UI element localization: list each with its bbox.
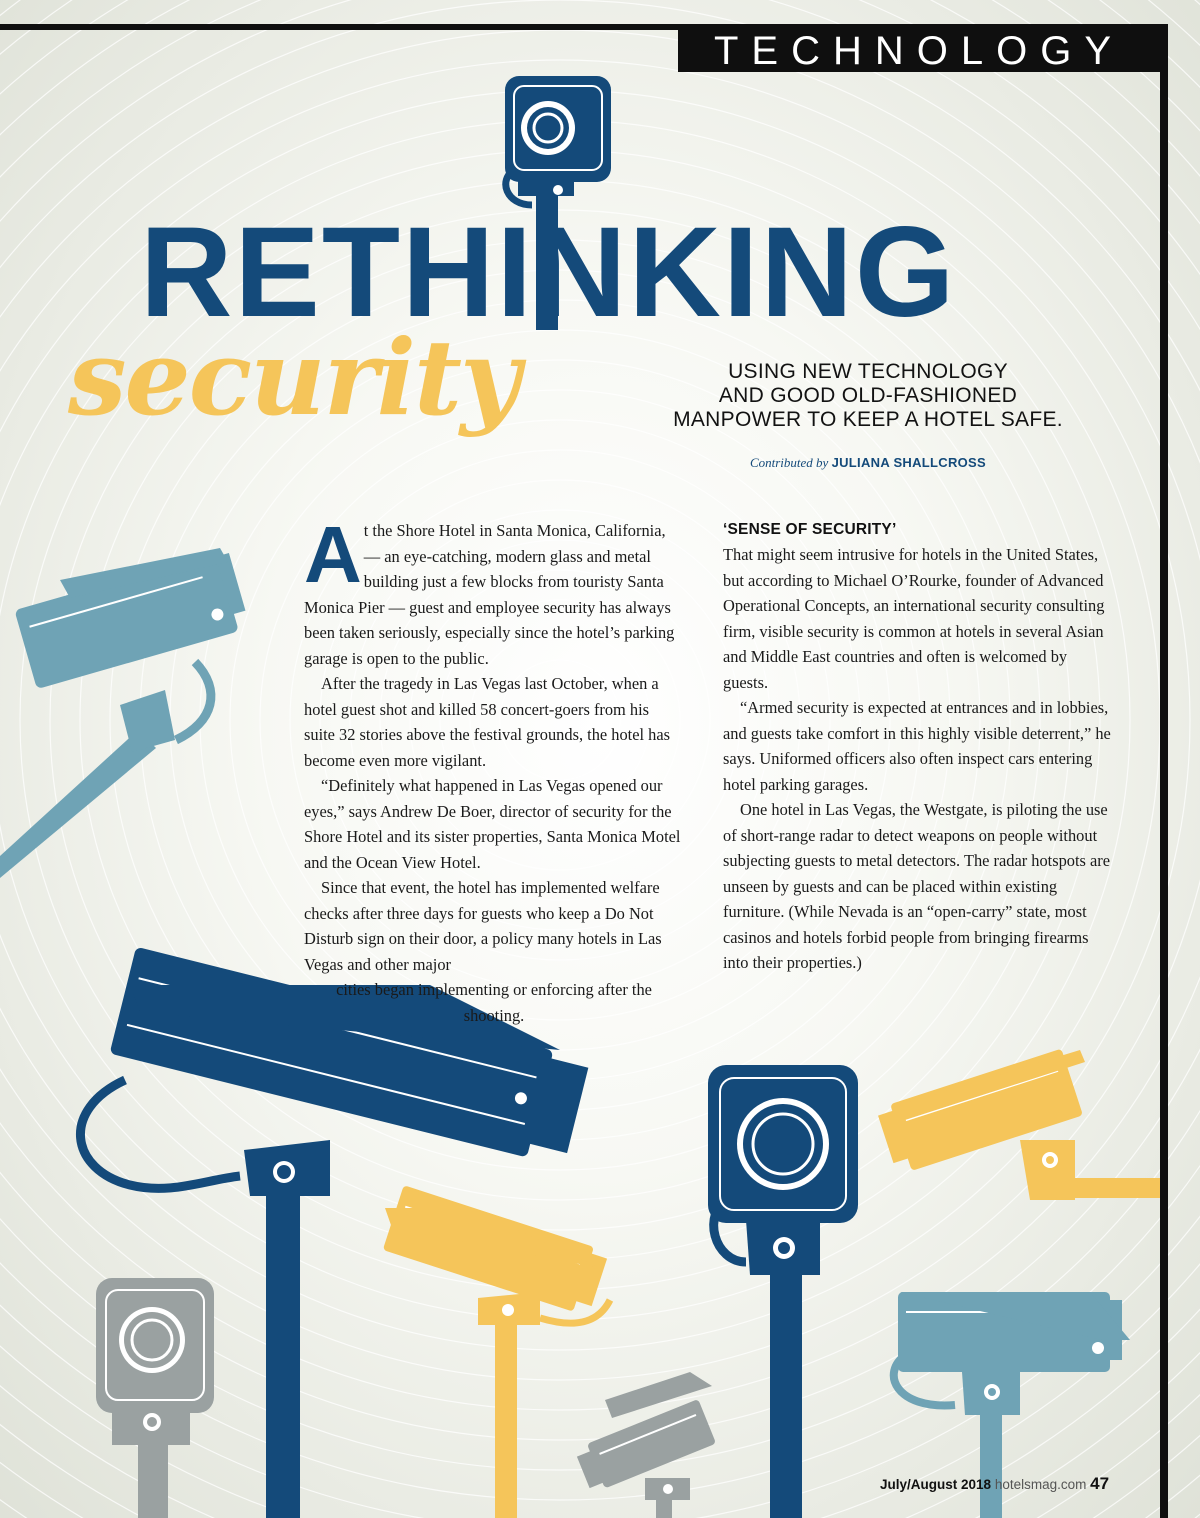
article-paragraph: Since that event, the hotel has implemented welfare checks after three days for guests who keep a Do Not Disturb sign on their door, a policy many hotels in Las Vegas and other major [304, 878, 662, 974]
article-paragraph: “Armed security is expected at entrances and in lobbies, and guests take comfort in this highly visible deterrent,” he says. Uniformed officers also often inspect cars entering hotel parking garages. [723, 698, 1111, 794]
drop-cap: A [304, 510, 362, 599]
frame-right-rule [1160, 24, 1168, 1518]
deck-subheadline [640, 360, 1096, 432]
page-number: 47 [1090, 1474, 1110, 1493]
article-subhead: ‘SENSE OF SECURITY’ [723, 521, 897, 538]
headline-script: security [68, 316, 519, 439]
article-paragraph: That might seem intrusive for hotels in the United States, but according to Michael O’Rourke, founder of Advanced Operational Concepts, an international security consulting firm, visible security is common at hotels in several Asian and Middle East countries and often is welcomed by guests. [723, 545, 1105, 692]
article-column-right [723, 518, 1113, 976]
article-paragraph: cities began implementing or enforcing after the shooting. [336, 980, 652, 1025]
paragraph-text: t the Shore Hotel in Santa Monica, California, — an eye-catching, modern glass and metal building just a few blocks from touristy Santa Monica Pier — guest and employee security has always been taken seriously, especially since the hotel’s parking garage is open to the public. [304, 521, 675, 668]
security-camera-icon [0, 548, 250, 878]
security-camera-icon [96, 1278, 214, 1518]
article-column-left [304, 510, 684, 1028]
byline-author: JULIANA SHALLCROSS [831, 455, 987, 470]
page-folio [880, 1474, 1110, 1494]
security-camera-icon [708, 1065, 858, 1518]
security-camera-icon [574, 1372, 716, 1518]
deck-line: AND GOOD OLD-FASHIONED [718, 384, 1018, 407]
issue-date: July/August 2018 [880, 1477, 992, 1492]
article-paragraph: After the tragedy in Las Vegas last October, when a hotel guest shot and killed 58 concert-goers from his suite 32 stories above the festival grounds, the hotel has become even more vigilant. [304, 674, 670, 770]
security-camera-icon [876, 1049, 1160, 1200]
article-paragraph: One hotel in Las Vegas, the Westgate, is piloting the use of short-range radar to detect weapons on people without subjecting guests to metal detectors. The radar hotspots are unseen by guests and can be placed within existing furniture. (While Nevada is an “open-carry” state, most casinos and hotels forbid people from bringing firearms into their properties.) [723, 800, 1111, 972]
article-paragraph: “Definitely what happened in Las Vegas opened our eyes,” says Andrew De Boer, director of security for the Shore Hotel and its sister properties, Santa Monica Motel and the Ocean View Hotel. [304, 776, 681, 872]
byline-prefix: Contributed by [749, 455, 829, 470]
article-paragraph [304, 510, 684, 671]
deck-line: USING NEW TECHNOLOGY [728, 360, 1008, 383]
security-camera-icon [383, 1185, 610, 1518]
byline [640, 455, 1096, 471]
website: hotelsmag.com [994, 1477, 1087, 1492]
section-label: TECHNOLOGY [678, 30, 1160, 72]
deck-line: MANPOWER TO KEEP A HOTEL SAFE. [673, 408, 1063, 431]
headline-main: RETHINKING [140, 201, 957, 344]
